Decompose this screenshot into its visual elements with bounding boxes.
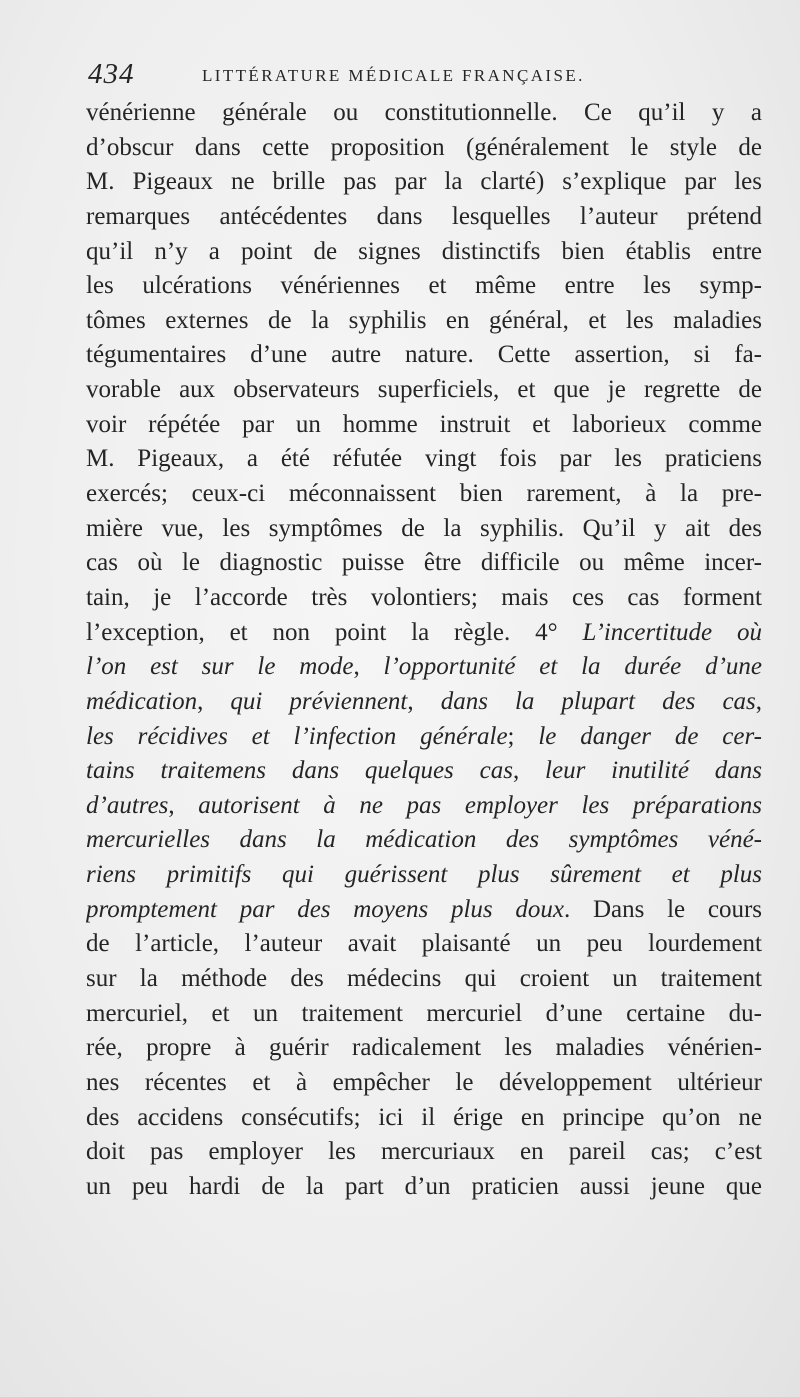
text-segment: qu’il n’y a point de signes distinctifs bien établis entre xyxy=(86,237,762,265)
text-segment: tômes externes de la syphilis en général, et les maladies xyxy=(86,306,762,334)
text-line xyxy=(86,477,762,512)
text-line xyxy=(86,685,762,720)
text-segment: M. Pigeaux ne brille pas par la clarté) s’explique par les xyxy=(86,168,762,196)
italic-text: dans la plupart des cas xyxy=(440,687,756,715)
page-header xyxy=(88,58,768,94)
text-segment: tégumentaires d’une autre nature. Cette assertion, si fa- xyxy=(86,341,762,369)
italic-text: d’autres xyxy=(86,791,169,819)
text-line xyxy=(86,789,762,824)
text-segment: , xyxy=(755,687,762,715)
text-segment: , xyxy=(407,687,441,715)
text-line xyxy=(86,893,762,928)
text-line xyxy=(86,1101,762,1136)
italic-text: L’incertitude où xyxy=(582,618,762,646)
text-segment: tain, je l’accorde très volontiers; mais ces cas forment xyxy=(86,583,762,611)
text-line xyxy=(86,1031,762,1066)
text-line xyxy=(86,269,762,304)
text-line xyxy=(86,720,762,755)
text-line xyxy=(86,754,762,789)
text-segment: vorable aux observateurs superficiels, et que je regrette de xyxy=(86,376,762,404)
italic-text: tains traitemens dans quelques cas xyxy=(86,757,513,785)
text-line xyxy=(86,581,762,616)
italic-text: le danger de cer- xyxy=(538,722,762,750)
text-line xyxy=(86,96,762,131)
text-line xyxy=(86,131,762,166)
text-line xyxy=(86,616,762,651)
text-segment: , xyxy=(197,687,231,715)
text-segment: exercés; ceux-ci méconnaissent bien rarement, à la pre- xyxy=(86,480,762,508)
text-segment: voir répétée par un homme instruit et laborieux comme xyxy=(86,410,762,438)
text-line xyxy=(86,962,762,997)
text-segment: d’obscur dans cette proposition (généralement le style de xyxy=(86,133,762,161)
italic-text: médication xyxy=(86,687,198,715)
page-number: 434 xyxy=(88,58,135,90)
italic-text: mercurielles dans la médication des symptômes véné- xyxy=(86,826,762,854)
text-segment: , xyxy=(168,791,199,819)
italic-text: l’opportunité et la durée d’une xyxy=(383,653,762,681)
text-line xyxy=(86,997,762,1032)
italic-text: promptement par des moyens plus doux xyxy=(86,895,564,923)
text-segment: , xyxy=(353,653,384,681)
text-line xyxy=(86,235,762,270)
italic-text: autorisent à ne pas employer les préparations xyxy=(198,791,762,819)
italic-text: qui préviennent xyxy=(230,687,408,715)
text-segment: les ulcérations vénériennes et même entre les symp- xyxy=(86,272,762,300)
text-line xyxy=(86,373,762,408)
text-segment: un peu hardi de la part d’un praticien aussi jeune que xyxy=(86,1172,762,1200)
text-line xyxy=(86,442,762,477)
text-segment: mière vue, les symptômes de la syphilis. Qu’il y ait des xyxy=(86,514,762,542)
text-segment: de l’article, l’auteur avait plaisanté un peu lourdement xyxy=(86,930,762,958)
italic-text: les récidives et l’infection générale xyxy=(86,722,508,750)
text-line xyxy=(86,408,762,443)
text-segment: . Dans le cours xyxy=(563,895,762,923)
body-text xyxy=(86,96,762,1205)
text-line xyxy=(86,1170,762,1205)
running-head: LITTÉRATURE MÉDICALE FRANÇAISE. xyxy=(202,66,585,85)
text-line xyxy=(86,338,762,373)
italic-text: riens primitifs qui guérissent plus sûrement et plus xyxy=(86,861,762,889)
italic-text: l’on est sur le mode xyxy=(86,653,354,681)
text-segment: sur la méthode des médecins qui croient un traitement xyxy=(86,965,762,993)
text-line xyxy=(86,512,762,547)
text-segment: rée, propre à guérir radicalement les maladies vénérien- xyxy=(86,1034,762,1062)
text-segment: doit pas employer les mercuriaux en pareil cas; c’est xyxy=(86,1138,762,1166)
text-segment: des accidens consécutifs; ici il érige en principe qu’on ne xyxy=(86,1103,762,1131)
text-segment: ; xyxy=(507,722,539,750)
text-segment: cas où le diagnostic puisse être difficile ou même incer- xyxy=(86,549,762,577)
text-segment: l’exception, et non point la règle. 4° xyxy=(86,618,583,646)
text-segment: , xyxy=(512,757,546,785)
text-segment: mercuriel, et un traitement mercuriel d’une certaine du- xyxy=(86,999,762,1027)
text-segment: nes récentes et à empêcher le développement ultérieur xyxy=(86,1068,762,1096)
text-line xyxy=(86,1066,762,1101)
text-line xyxy=(86,200,762,235)
text-line xyxy=(86,546,762,581)
italic-text: leur inutilité dans xyxy=(545,757,762,785)
text-line xyxy=(86,650,762,685)
text-segment: M. Pigeaux, a été réfutée vingt fois par les praticiens xyxy=(86,445,762,473)
text-line xyxy=(86,927,762,962)
text-line xyxy=(86,304,762,339)
text-segment: vénérienne générale ou constitutionnelle. Ce qu’il y a xyxy=(86,99,762,126)
text-line xyxy=(86,823,762,858)
text-line xyxy=(86,165,762,200)
text-line xyxy=(86,858,762,893)
text-line xyxy=(86,1135,762,1170)
text-segment: remarques antécédentes dans lesquelles l’auteur prétend xyxy=(86,202,762,230)
